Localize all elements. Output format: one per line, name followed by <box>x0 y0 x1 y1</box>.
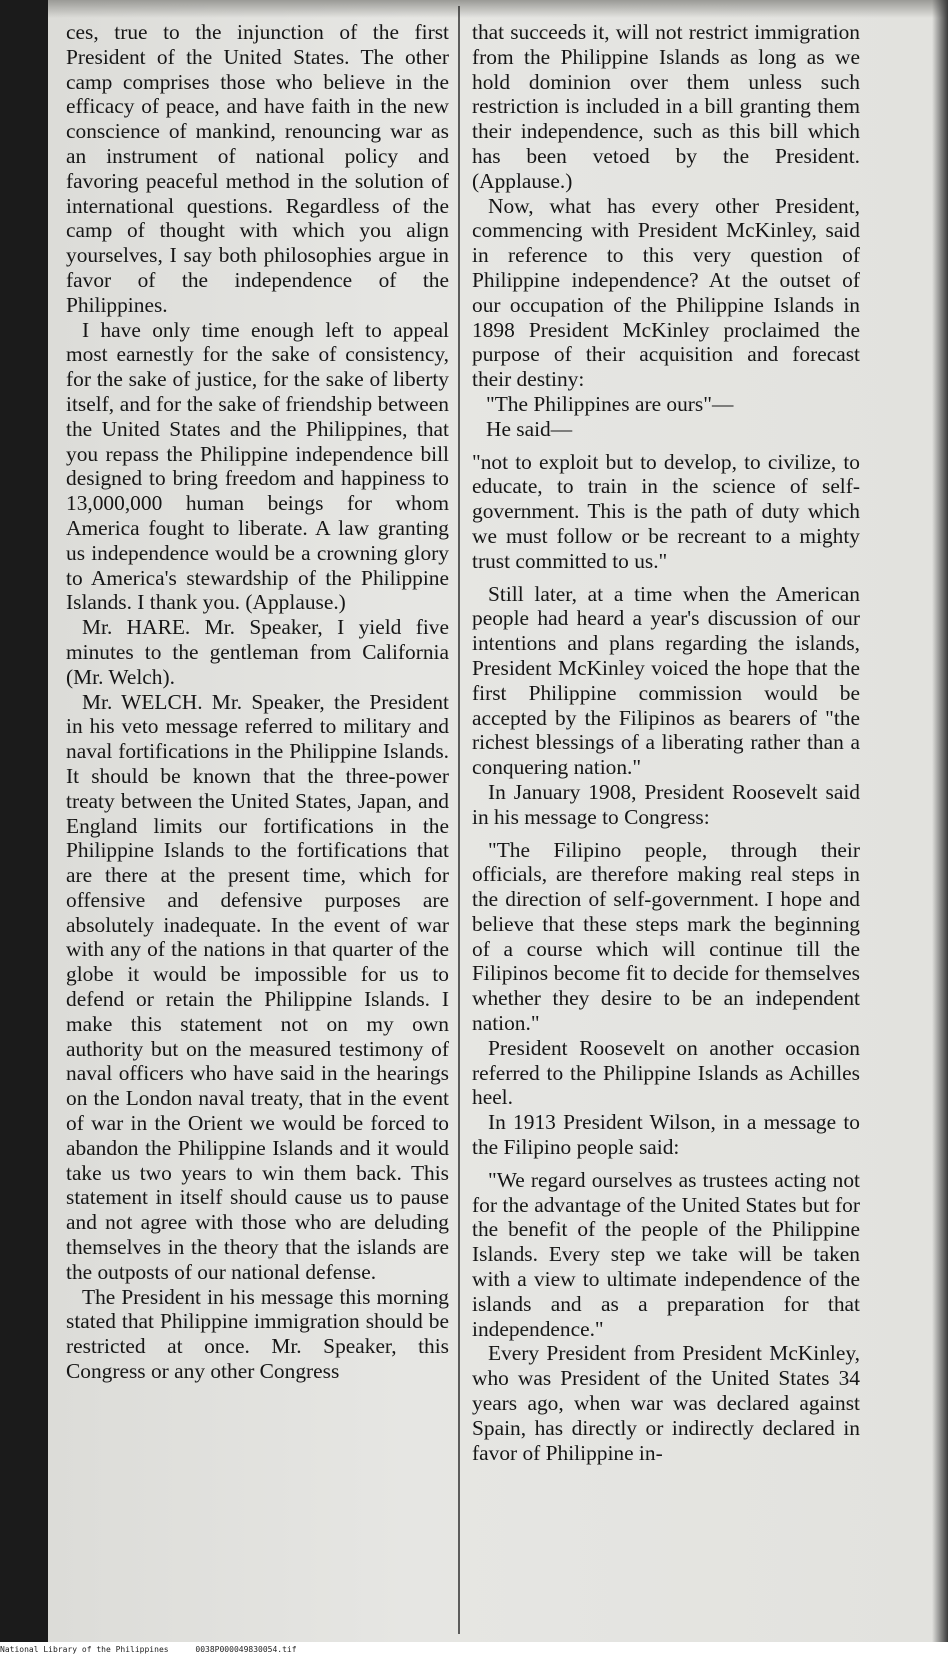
paragraph: President Roosevelt on another occasion referred to the Philippine Islands as Achilles heel. <box>472 1035 860 1110</box>
quotation: "The Filipino people, through their officials, are therefore making real steps in the direction of self-government. I hope and believe that these steps mark the beginning of a course which will continue till the Filipinos become fit to decide for themselves whether they desire to be an independent nation." <box>472 837 860 1036</box>
scan-shadow-top <box>48 0 948 18</box>
paragraph: In January 1908, President Roosevelt said in his message to Congress: <box>472 779 860 829</box>
footer-file: 0038P000049830054.tif <box>195 1645 297 1654</box>
paragraph: ces, true to the injunction of the first President of the United States. The other camp comprises those who believe in the efficacy of peace, and have faith in the new conscience of mankind, renouncing war as an instrument of national policy and favoring peaceful method in the solution of international questions. Regardless of the camp of thought with which you align yourselves, I say both philosophies argue in favor of the independence of the Philippines. <box>66 20 449 317</box>
paragraph: In 1913 President Wilson, in a message to the Filipino people said: <box>472 1110 860 1160</box>
quotation: "not to exploit but to develop, to civilize, to educate, to train in the science of self-government. This is the path of duty which we must follow or be recreant to a mighty trust committed to us." <box>472 449 860 573</box>
quotation: "We regard ourselves as trustees acting not for the advantage of the United States but for the benefit of the people of the Philippine Islands. Every step we take will be taken with a view to ultimate independence of the islands and as a preparation for that independence." <box>472 1167 860 1341</box>
paragraph: that succeeds it, will not restrict immigration from the Philippine Islands as long as we hold dominion over them unless such restriction is included in a bill granting them their independence, such as this bill which has been vetoed by the President. (Applause.) <box>472 20 860 193</box>
paragraph: Mr. WELCH. Mr. Speaker, the President in his veto message referred to military and naval fortifications in the Philippine Islands. It should be known that the three-power treaty between the United States, Japan, and England limits our fortifications in the Philippine Islands to the fortifications that are there at the present time, which for offensive and defensive purposes are absolutely inadequate. In the event of war with any of the nations in that quarter of the globe it would be impossible for us to defend or retain the Philippine Islands. I make this statement not on my own authority but on the measured testimony of naval officers who have said in the hearings on the London naval treaty, that in the event of war in the Orient we would be forced to abandon the Philippine Islands and it would take us two years to win them back. This statement in itself should cause us to pause and not agree with those who are deluding themselves in the theory that the islands are the outposts of our national defense. <box>66 689 449 1284</box>
scan-shadow-right <box>932 0 948 1642</box>
paragraph: Mr. HARE. Mr. Speaker, I yield five minutes to the gentleman from California (Mr. Welch). <box>66 615 449 689</box>
quote-line: "The Philippines are ours"— <box>486 391 734 416</box>
column-divider <box>458 6 460 1634</box>
paragraph: The President in his message this morning stated that Philippine immigration should be restricted at once. Mr. Speaker, this Congress or any other Congress <box>66 1284 449 1384</box>
paragraph: Every President from President McKinley, who was President of the United States 34 years ago, when war was declared against Spain, has directly or indirectly declared in favor of Philippine in- <box>472 1341 860 1465</box>
scan-footer <box>0 1642 948 1658</box>
footer-library: National Library of the Philippines <box>0 1645 169 1654</box>
paragraph: Now, what has every other President, commencing with President McKinley, said in reference to this very question of Philippine independence? At the outset of our occupation of the Philippine Islands in 1898 President McKinley proclaimed the purpose of their acquisition and forecast their destiny: <box>472 193 860 392</box>
right-column <box>472 20 860 1465</box>
paragraph: I have only time enough left to appeal most earnestly for the sake of consistency, for the sake of justice, for the sake of liberty itself, and for the sake of friendship between the United States and the Philippines, that you repass the Philippine independence bill designed to bring freedom and happiness to 13,000,000 human beings for whom America fought to liberate. A law granting us independence would be a crowning glory to America's stewardship of the Philippine Islands. I thank you. (Applause.) <box>66 317 449 615</box>
paragraph: Still later, at a time when the American people had heard a year's discussion of our intentions and plans regarding the islands, President McKinley voiced the hope that the first Philippine commission would be accepted by the Filipinos as bearers of "the richest blessings of a liberating rather than a conquering nation." <box>472 581 860 780</box>
left-column <box>66 20 449 1384</box>
quote-line: He said— <box>486 416 573 441</box>
